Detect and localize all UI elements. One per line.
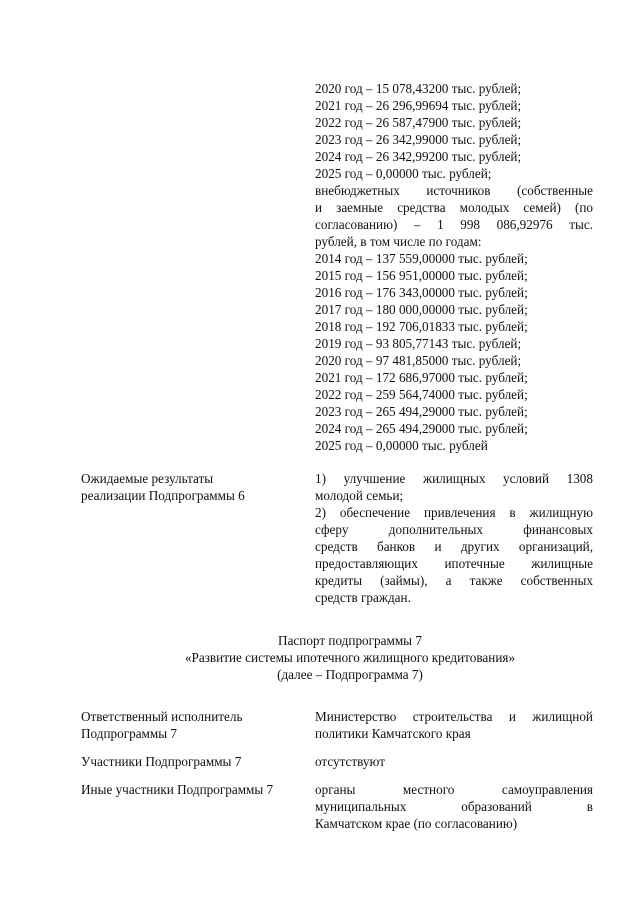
- expected-results-value: [315, 470, 593, 606]
- value-line: средств граждан.: [315, 590, 411, 605]
- value-line: Камчатском крае (по согласованию): [315, 816, 518, 831]
- participants-label: Участники Подпрограммы 7: [81, 754, 242, 769]
- value-line: органы местного самоуправления: [315, 782, 593, 797]
- funding-line: 2020 год – 15 078,43200 тыс. рублей;: [315, 81, 522, 96]
- funding-line: 2019 год – 93 805,77143 тыс. рублей;: [315, 336, 522, 351]
- participants-value: [315, 753, 593, 770]
- extrabudget-text-line: и заемные средства молодых семей) (по: [315, 200, 593, 215]
- expected-results-label: [81, 470, 311, 504]
- funding-line: 2015 год – 156 951,00000 тыс. рублей;: [315, 268, 528, 283]
- funding-line: 2022 год – 259 564,74000 тыс. рублей;: [315, 387, 528, 402]
- value-line: предоставляющих ипотечные жилищные: [315, 556, 593, 571]
- value-line: муниципальных образований в: [315, 799, 593, 814]
- funding-line: 2022 год – 26 587,47900 тыс. рублей;: [315, 115, 522, 130]
- funding-line: 2016 год – 176 343,00000 тыс. рублей;: [315, 285, 528, 300]
- passport-title: Паспорт подпрограммы 7: [278, 633, 422, 648]
- passport-heading: [60, 632, 640, 683]
- label-line: реализации Подпрограммы 6: [81, 488, 245, 503]
- value-line: средств банков и других организаций,: [315, 539, 593, 554]
- value-line: политики Камчатского края: [315, 726, 471, 741]
- extrabudget-text-line: рублей, в том числе по годам:: [315, 234, 482, 249]
- value-line: сферу дополнительных финансовых: [315, 522, 593, 537]
- extrabudget-text-line: внебюджетных источников (собственные: [315, 183, 593, 198]
- funding-line: 2023 год – 26 342,99000 тыс. рублей;: [315, 132, 522, 147]
- value-line: 1) улучшение жилищных условий 1308: [315, 471, 593, 486]
- passport-subtitle: «Развитие системы ипотечного жилищного кредитования»: [184, 650, 516, 665]
- other-participants-label: Иные участники Подпрограммы 7: [81, 782, 274, 797]
- label-line: Ожидаемые результаты: [81, 471, 214, 486]
- funding-line: 2025 год – 0,00000 тыс. рублей;: [315, 166, 492, 181]
- value-line: отсутствуют: [315, 754, 385, 769]
- executor-label: [81, 708, 311, 742]
- funding-line: 2021 год – 172 686,97000 тыс. рублей;: [315, 370, 528, 385]
- funding-breakdown: [315, 80, 593, 454]
- passport-note: (далее – Подпрограмма 7): [277, 667, 423, 682]
- funding-line: 2021 год – 26 296,99694 тыс. рублей;: [315, 98, 522, 113]
- funding-line: 2017 год – 180 000,00000 тыс. рублей;: [315, 302, 528, 317]
- executor-value: [315, 708, 593, 742]
- funding-line: 2023 год – 265 494,29000 тыс. рублей;: [315, 404, 528, 419]
- value-line: Министерство строительства и жилищной: [315, 709, 593, 724]
- funding-line: 2014 год – 137 559,00000 тыс. рублей;: [315, 251, 528, 266]
- label-line: Ответственный исполнитель: [81, 709, 243, 724]
- funding-line: 2024 год – 265 494,29000 тыс. рублей;: [315, 421, 528, 436]
- extrabudget-text-line: согласованию) – 1 998 086,92976 тыс.: [315, 217, 593, 232]
- label-line: Подпрограммы 7: [81, 726, 177, 741]
- value-line: молодой семьи;: [315, 488, 404, 503]
- value-line: кредиты (займы), а также собственных: [315, 573, 593, 588]
- funding-line: 2025 год – 0,00000 тыс. рублей: [315, 438, 488, 453]
- funding-line: 2024 год – 26 342,99200 тыс. рублей;: [315, 149, 522, 164]
- funding-line: 2018 год – 192 706,01833 тыс. рублей;: [315, 319, 528, 334]
- funding-line: 2020 год – 97 481,85000 тыс. рублей;: [315, 353, 522, 368]
- other-participants-value: [315, 781, 593, 832]
- value-line: 2) обеспечение привлечения в жилищную: [315, 505, 593, 520]
